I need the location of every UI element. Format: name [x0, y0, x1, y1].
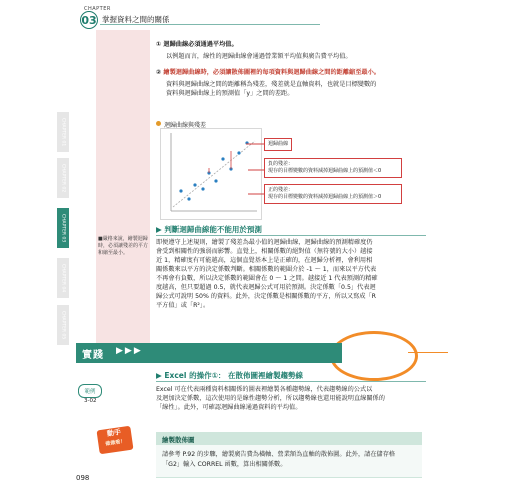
figure-bullet-icon	[156, 121, 161, 126]
point-1-body: 以例題而言，線性的迴歸曲線會通過營業額平均值與廣告費平均值。	[166, 53, 352, 60]
point-1-title	[156, 40, 238, 49]
task-box-line-2: 「G2」輸入 CORREL 函數，算出相關係數。	[162, 461, 287, 468]
excel-op-line-1: Excel 可在代表兩種資料相關係的圖表裡繪製各種趨勢線，代表趨勢線的公式以	[156, 386, 373, 393]
data-points	[179, 141, 248, 200]
negative-residual-title: 負的殘差：	[268, 161, 294, 167]
callout-regression-curve: 迴歸曲線	[264, 138, 292, 151]
judge-line-2: 會受到相關性的強弱而影響。直覺上，相關係數的絕對值（無符號的大小）越接	[156, 248, 373, 255]
page-number: 098	[76, 474, 90, 482]
excel-op-divider	[156, 381, 426, 382]
chapter-title: 掌握資料之間的關係	[102, 15, 170, 24]
figure-title: 迴歸曲線與殘差	[164, 122, 207, 129]
practice-arrows-icon: ▶▶▶	[116, 346, 143, 356]
section-marker-icon: ▶	[156, 225, 165, 234]
positive-residual-title: 正的殘差：	[268, 187, 294, 193]
excel-op-line-2: 及迴加決定係數，這次使用的是線性趨勢分析，所以趨勢線也還用能說明直線關係的	[156, 395, 385, 402]
data-point	[179, 189, 182, 192]
data-point	[214, 179, 217, 182]
point-2-body-line-1: 資料與迴歸曲線之間的距離稱為殘差，殘差就是直軸資料，也就是目標變數的	[166, 81, 377, 88]
callout-negative-residual	[264, 158, 402, 178]
section-heading-judge-text: 判斷迴歸曲線能不能用於預測	[164, 225, 262, 234]
margin-note: ■嚴格來說，繪製迴歸時，必須讓殘差的平方和縮至最小。	[98, 236, 149, 256]
section-heading-judge	[156, 224, 262, 235]
example-number: 3-02	[84, 398, 97, 404]
excel-op-line-3: 「線性」。此外，可確認迴歸曲線通過資料的平均值。	[156, 404, 302, 411]
excel-op-heading-main: 在散佈圖裡繪製趨勢線	[228, 371, 304, 380]
negative-residual-body: 現存的目標變數的資料減掉迴歸曲線上的預測值＜0	[268, 168, 382, 174]
data-point	[221, 157, 224, 160]
chapter-label: CHAPTER	[84, 6, 111, 12]
doit-label: 動手	[106, 428, 122, 439]
practice-decoration-line	[408, 352, 448, 353]
judge-line-8: 平方值」或「R²」。	[156, 302, 210, 309]
chapter-number-badge: 03	[80, 11, 98, 29]
judge-line-7: 歸公式可說明 50% 的資料。此外，決定係數是相關係數的平方，所以又寫成「R	[156, 293, 376, 300]
header-divider	[100, 24, 320, 25]
data-point	[201, 187, 204, 190]
callout-positive-residual	[264, 184, 402, 204]
section-divider	[156, 235, 426, 236]
judge-line-3: 近 1，精確度有可能越高，這個直覺基本上是正確的，在迴歸分析裡，會利用相	[156, 257, 373, 264]
chapter-tab-1[interactable]: CHAPTER 01	[57, 112, 69, 152]
point-2-title-text: 繪製迴歸曲線時，必須讓散佈圖裡的每項資料與迴歸曲線之間的距離縮至最小。	[163, 69, 380, 76]
doit-sub-label: 做做看！	[105, 438, 126, 448]
chapter-tab-3-active[interactable]: CHAPTER 03	[57, 208, 69, 248]
positive-residual-body: 現存的目標變數的資料減掉迴歸曲線上的預測值＞0	[268, 194, 382, 200]
point-1-number: ①	[156, 41, 162, 48]
chapter-tab-5[interactable]: CHAPTER 05	[57, 305, 69, 345]
chapter-tab-4[interactable]: CHAPTER 04	[57, 258, 69, 298]
excel-op-heading	[156, 370, 303, 381]
point-1-title-text: 迴歸曲線必須通過平均值。	[163, 41, 238, 48]
task-box-title: 繪製散佈圖	[162, 436, 195, 444]
doit-badge	[96, 426, 133, 454]
excel-op-heading-prefix: Excel 的操作①：	[164, 371, 226, 380]
task-box-line-1: 請參考 P.92 的步驟，繪製廣告費為橫軸、營業額為直軸的散佈圖。此外，請在儲存格	[162, 451, 396, 458]
chapter-tab-2[interactable]: CHAPTER 02	[57, 158, 69, 198]
data-point	[193, 183, 196, 186]
margin-sidebar	[96, 30, 150, 355]
judge-line-5: 不再會有負數，所以決定係數的範圍會在 0 ～ 1 之間。越接近 1 代表預測的精確	[156, 275, 378, 282]
practice-label: 實踐	[82, 350, 104, 361]
judge-line-6: 度越高，但只要超過 0.5，就代表迴歸公式可用於預測。決定係數「0.5」代表迴	[156, 284, 376, 291]
judge-line-4: 關係數來以平方的決定係數判斷。相關係數的範圍介於 -1 ～ 1，而來以平方代表	[156, 266, 377, 273]
point-2-body-line-2: 資料與迴歸曲線上的預測值「y」之間的差距。	[166, 90, 294, 97]
section-marker-icon: ▶	[156, 371, 165, 380]
point-2-number: ②	[156, 69, 162, 76]
point-2-title	[156, 68, 426, 77]
task-box-header	[156, 432, 422, 445]
data-point	[187, 197, 190, 200]
practice-decoration-circle	[330, 331, 418, 381]
example-badge: 範例	[78, 384, 102, 398]
judge-line-1: 即便遵守上述規則，繪製了殘差為最小值的迴歸曲線，迴歸曲線的預測精確度仍	[156, 239, 373, 246]
